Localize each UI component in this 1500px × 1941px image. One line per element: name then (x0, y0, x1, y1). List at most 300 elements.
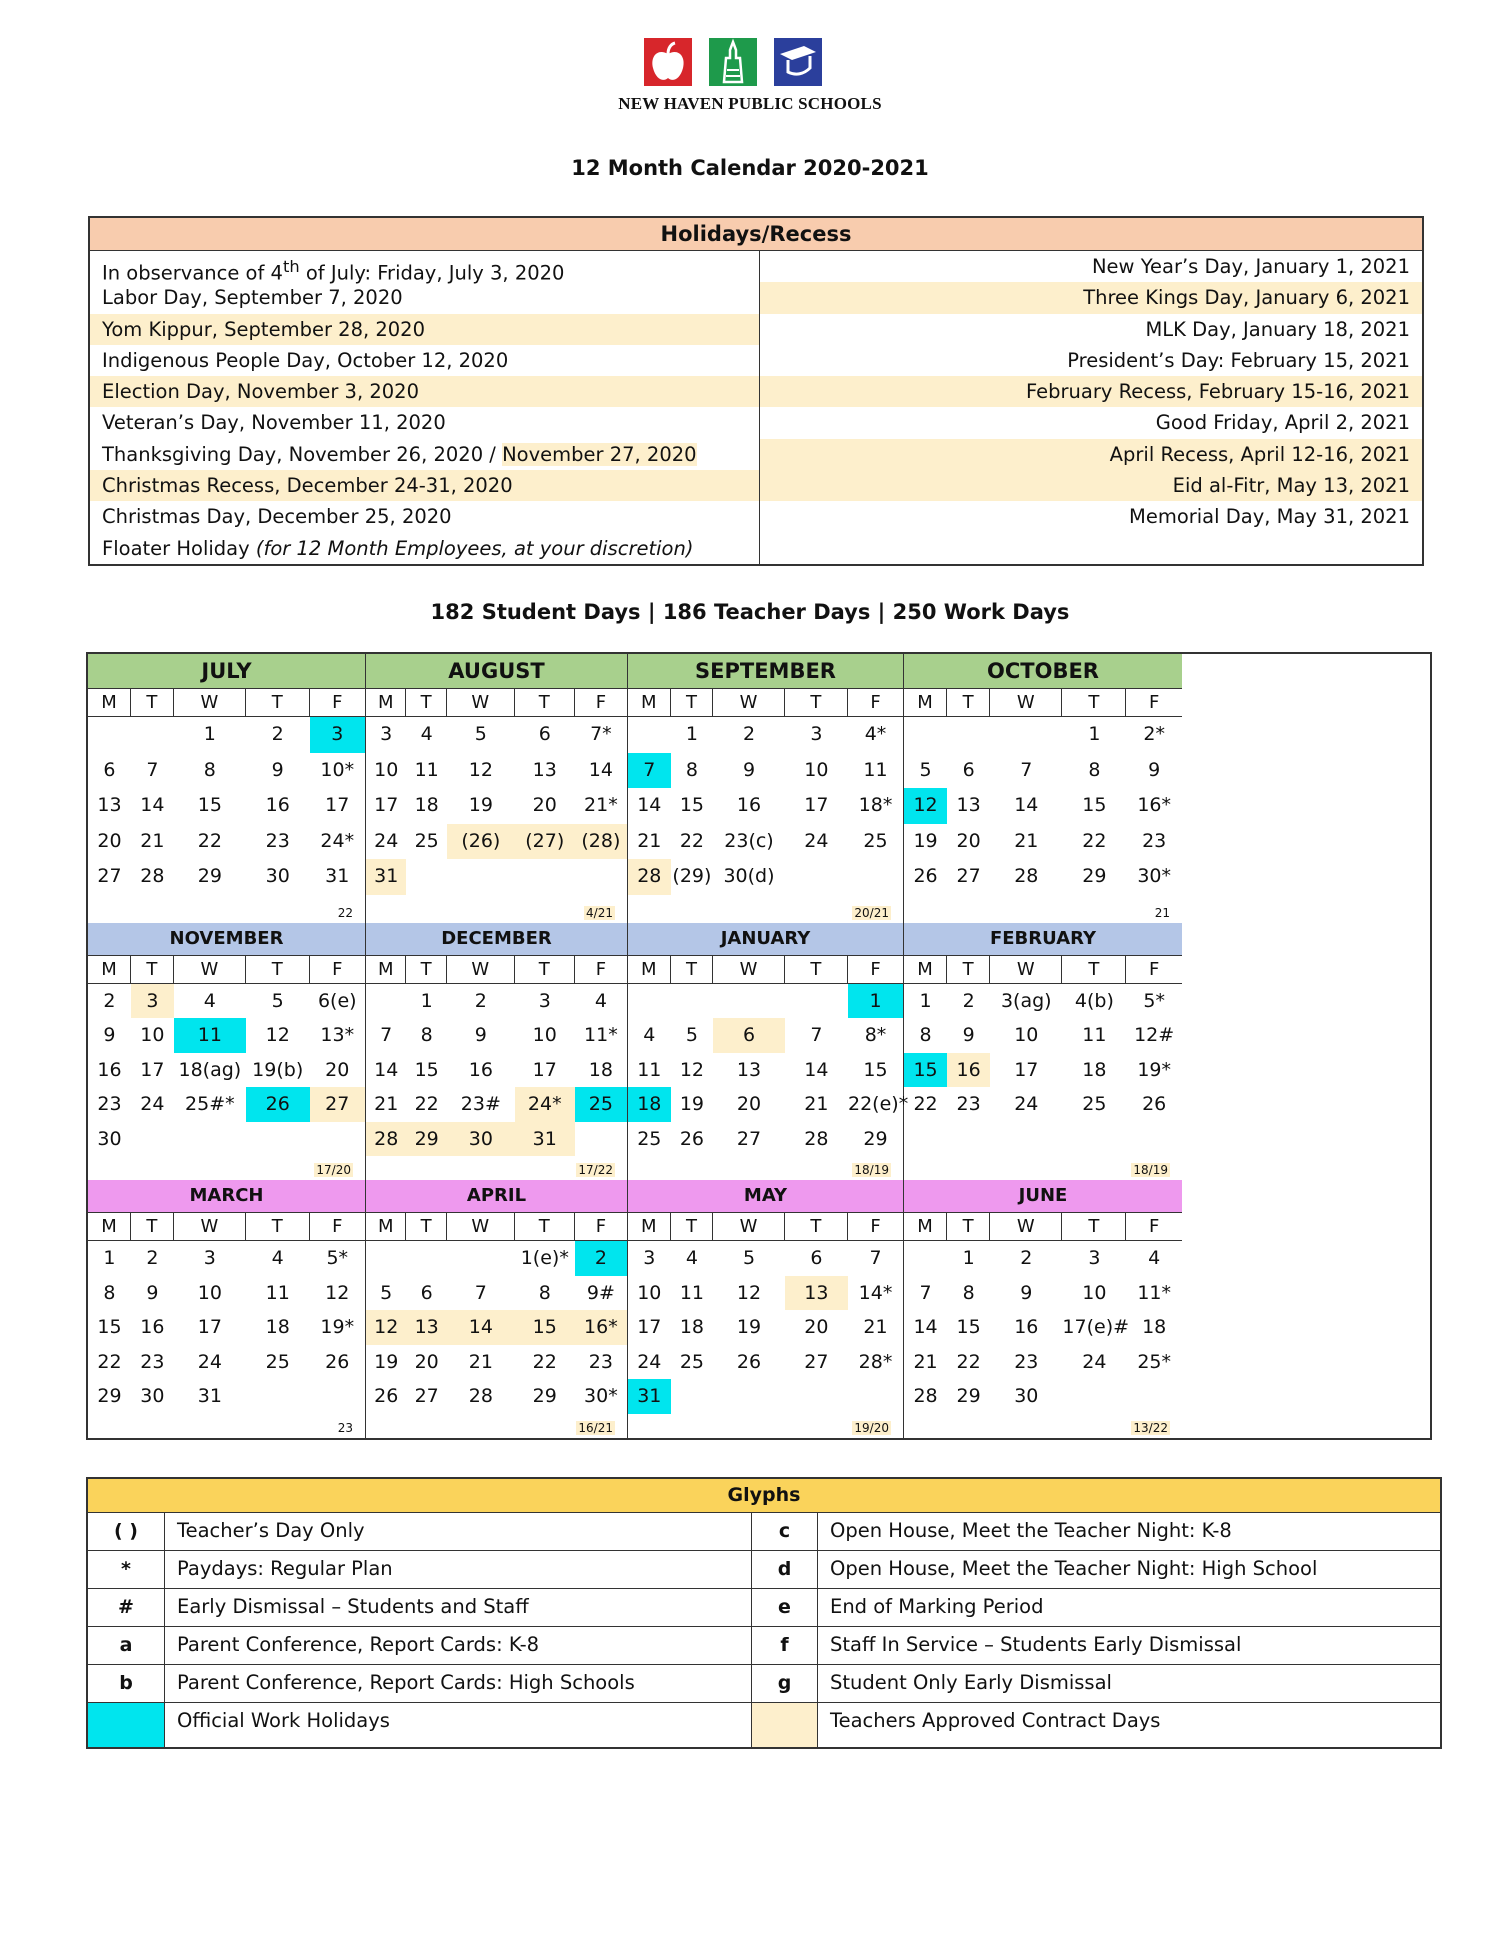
day-cell: 8* (864, 1024, 887, 1046)
day-cell: 14 (804, 1058, 829, 1081)
day-cell: 8 (1088, 758, 1101, 781)
week-row (904, 1087, 1182, 1122)
week-row (904, 1053, 1182, 1088)
week-row (628, 1087, 909, 1122)
day-cell (131, 717, 174, 753)
day-cell: 7 (474, 1281, 487, 1304)
day-cell: 28* (858, 1350, 893, 1373)
week-row (904, 1276, 1182, 1311)
day-cell: 13 (97, 794, 122, 816)
holiday-note: (for 12 Month Employees, at your discretion) (255, 536, 694, 560)
day-cell: 22 (197, 829, 222, 852)
day-cell: 15 (515, 1310, 575, 1345)
day-cell: 23 (1014, 1350, 1039, 1373)
day-cell: 17 (140, 1058, 165, 1081)
week-row (904, 1241, 1182, 1276)
day-cell: 3 (310, 717, 365, 753)
day-cell: 5 (742, 1247, 756, 1269)
week-row (88, 1053, 365, 1088)
day-cell: 26 (246, 1087, 310, 1122)
day-cell: 16 (736, 794, 762, 816)
holiday-row (760, 501, 1422, 532)
month-title: JULY (88, 654, 365, 689)
week-row (628, 824, 903, 860)
glyph-row (88, 1513, 1440, 1551)
day-cell: 20 (804, 1316, 829, 1338)
month-footer (88, 1414, 365, 1438)
weekday-label: M (904, 1213, 947, 1240)
week-row (366, 1241, 627, 1276)
day-cell: 25 (414, 829, 439, 852)
day-cell: 10 (804, 758, 829, 781)
day-cell: 3 (203, 1247, 216, 1269)
day-cell: 17 (637, 1316, 662, 1338)
day-cell: 9 (1148, 758, 1161, 781)
day-cell: 20 (325, 1058, 350, 1081)
glyph-description: Student Only Early Dismissal (830, 1671, 1112, 1694)
month-footer (904, 1156, 1182, 1180)
glyph-symbol: d (752, 1551, 818, 1588)
weekday-label: W (713, 1213, 785, 1240)
day-count: 17/22 (578, 1163, 613, 1177)
holiday-row (760, 376, 1422, 407)
day-cell: 22 (1082, 829, 1107, 852)
week-row (88, 859, 365, 895)
month-february (904, 923, 1182, 1181)
day-cell: 24* (320, 829, 355, 852)
day-cell (1062, 1379, 1126, 1414)
weekday-label: F (595, 1216, 607, 1237)
day-cell: 1 (420, 989, 433, 1012)
day-cell: 15 (956, 1316, 981, 1338)
weekday-label: M (904, 689, 947, 716)
day-cell: 12 (325, 1281, 350, 1304)
day-cell: 9 (1020, 1281, 1033, 1304)
glyph-description: Early Dismissal – Students and Staff (165, 1589, 752, 1626)
week-row (366, 788, 627, 824)
holiday-row (90, 345, 759, 376)
day-cell: 25 (637, 1127, 662, 1150)
week-row (628, 717, 903, 753)
weekday-header (904, 1213, 1182, 1241)
holiday-row (90, 533, 759, 564)
day-cell: 4(b) (1074, 989, 1114, 1012)
day-cell: 11 (637, 1058, 662, 1081)
day-cell: 29 (532, 1385, 557, 1407)
day-cell: 12 (366, 1310, 406, 1345)
day-cell (628, 717, 671, 753)
day-cell: 30 (447, 1122, 515, 1157)
day-cell: 13* (320, 1024, 355, 1046)
month-april (366, 1180, 628, 1438)
day-cell: 2 (962, 989, 975, 1012)
day-cell: 18 (628, 1087, 671, 1122)
day-cell: 1(e)* (520, 1247, 569, 1269)
day-cell: 19 (679, 1093, 705, 1115)
glyph-symbol: f (752, 1627, 818, 1664)
day-cell: 24 (374, 829, 399, 852)
glyph-symbol: b (88, 1665, 165, 1702)
day-cell (246, 1379, 310, 1414)
week-row (628, 1379, 903, 1414)
day-cell: 10 (1014, 1024, 1039, 1046)
holiday-text: Good Friday, April 2, 2021 (1155, 411, 1410, 435)
day-cell: 21 (1014, 829, 1039, 852)
glyph-row (88, 1551, 1440, 1589)
day-cell (947, 717, 990, 753)
day-cell: 17 (532, 1058, 557, 1081)
holiday-text: President’s Day: February 15, 2021 (1067, 348, 1410, 372)
day-cell (990, 717, 1062, 753)
day-cell: 22 (679, 829, 705, 852)
weekday-label: T (515, 956, 575, 983)
month-footer (88, 1156, 365, 1180)
day-cell: 16 (140, 1316, 165, 1338)
day-cell: 25 (1082, 1093, 1107, 1115)
weekday-header (88, 956, 365, 984)
day-count: 21 (1154, 905, 1170, 920)
holiday-text: Eid al-Fitr, May 13, 2021 (1172, 474, 1410, 498)
weekday-label: W (447, 1213, 515, 1240)
month-title: MAY (628, 1180, 903, 1213)
weekday-label: T (671, 1213, 714, 1240)
weekday-label: W (174, 956, 246, 983)
day-cell: 28 (628, 859, 671, 895)
weekday-label: F (1148, 1216, 1160, 1237)
day-cell: 29 (197, 865, 222, 887)
day-cell (628, 984, 671, 1019)
week-row (366, 1087, 627, 1122)
day-cell: 17 (804, 794, 829, 816)
glyph-row (88, 1627, 1440, 1665)
week-row (366, 824, 627, 860)
month-title: FEBRUARY (904, 923, 1182, 956)
day-cell: 6 (538, 723, 551, 745)
week-row (88, 788, 365, 824)
weekday-label: T (406, 689, 446, 716)
month-footer (88, 895, 365, 923)
day-cell: 22 (956, 1350, 981, 1373)
day-cell: 14 (1014, 794, 1039, 816)
day-cell: 11 (174, 1018, 246, 1053)
weekday-label: F (1148, 958, 1160, 980)
weekday-label: F (1148, 692, 1160, 713)
holiday-text: Thanksgiving Day, November 26, 2020 / (102, 442, 503, 466)
day-cell: 15 (863, 1058, 888, 1081)
day-cell: 30 (1014, 1385, 1039, 1407)
day-count: 20/21 (854, 905, 889, 920)
holiday-row (760, 407, 1422, 438)
glyph-row (88, 1589, 1440, 1627)
glyph-description: Open House, Meet the Teacher Night: K-8 (830, 1519, 1232, 1542)
day-cell (785, 1379, 848, 1414)
day-cell: 11 (1082, 1024, 1107, 1046)
day-cell: 24 (637, 1350, 662, 1373)
week-row (628, 1276, 903, 1311)
glyph-symbol: ( ) (88, 1513, 165, 1550)
day-cell: 2 (575, 1241, 627, 1276)
day-cell: 20 (532, 794, 557, 816)
day-cell: 30* (584, 1385, 618, 1407)
day-cell: 11 (414, 758, 439, 781)
weekday-label: F (870, 692, 881, 713)
holiday-text: Election Day, November 3, 2020 (102, 380, 419, 404)
weekday-label: T (406, 956, 446, 983)
day-cell: 22 (97, 1350, 122, 1373)
day-cell: 11 (265, 1281, 290, 1304)
day-cell: 28 (140, 865, 165, 887)
day-cell: 18 (265, 1316, 290, 1338)
holidays-right-column (760, 251, 1422, 564)
day-cell: (29) (672, 865, 712, 887)
month-footer (628, 895, 903, 923)
weekday-label: F (870, 958, 881, 980)
day-cell (310, 1122, 365, 1157)
day-cell: 5 (474, 723, 487, 745)
day-counts: 182 Student Days | 186 Teacher Days | 250 Work Days (430, 600, 1070, 624)
holiday-text: Christmas Day, December 25, 2020 (102, 505, 452, 529)
weekday-header (366, 1213, 627, 1241)
day-cell (1126, 1379, 1182, 1414)
weekday-header (904, 689, 1182, 717)
day-cell: 3 (131, 984, 174, 1019)
month-footer (366, 895, 627, 923)
day-cell: 31 (515, 1122, 575, 1157)
glyphs-rows (88, 1513, 1440, 1747)
day-cell: 7 (919, 1281, 932, 1304)
day-cell: 31 (628, 1379, 671, 1414)
day-cell: 24 (804, 829, 829, 852)
day-cell: 9 (962, 1024, 975, 1046)
glyph-description: Teacher’s Day Only (165, 1513, 752, 1550)
day-count: 18/19 (1133, 1163, 1168, 1177)
holiday-row (90, 376, 759, 407)
holiday-row (760, 282, 1422, 313)
day-cell: 6 (103, 758, 116, 781)
holiday-text: Indigenous People Day, October 12, 2020 (102, 348, 509, 372)
day-cell: 24 (140, 1093, 165, 1115)
week-row (88, 984, 365, 1019)
day-cell: 12 (265, 1024, 290, 1046)
day-cell: 16 (947, 1053, 990, 1088)
day-cell: 14 (374, 1058, 399, 1081)
day-cell: 30(d) (723, 865, 775, 887)
day-cell: 2 (146, 1247, 159, 1269)
day-cell (88, 717, 131, 753)
day-cell: 15 (1082, 794, 1107, 816)
weekday-header (628, 956, 903, 984)
day-cell: 28 (468, 1385, 493, 1407)
week-row (88, 1310, 365, 1345)
day-cell: 27 (310, 1087, 365, 1122)
calendar-row (86, 1180, 1432, 1440)
day-cell: 13 (736, 1058, 762, 1081)
glyphs-legend (86, 1477, 1442, 1749)
day-cell: 8 (103, 1281, 116, 1304)
day-cell: 1 (848, 984, 903, 1019)
day-count: 19/20 (854, 1420, 889, 1435)
day-count: 13/22 (1133, 1420, 1168, 1435)
day-cell (848, 1379, 903, 1414)
holiday-row (90, 251, 759, 285)
day-cell: 24 (197, 1350, 222, 1373)
weekday-label: T (785, 1213, 848, 1240)
weekday-label: W (713, 956, 785, 983)
holiday-text: February Recess, February 15-16, 2021 (1025, 380, 1410, 404)
day-cell: 12 (904, 788, 947, 824)
weekday-label: T (785, 689, 848, 716)
weekday-label: F (870, 1216, 881, 1237)
day-cell: 18 (414, 794, 439, 816)
holiday-text: Veteran’s Day, November 11, 2020 (102, 411, 446, 435)
week-row (366, 1310, 627, 1345)
day-cell: 22 (913, 1093, 938, 1115)
month-title: APRIL (366, 1180, 627, 1213)
week-row (628, 788, 903, 824)
day-cell: 5 (271, 989, 284, 1012)
day-cell: 5* (1143, 989, 1165, 1012)
weekday-label: T (515, 689, 575, 716)
holiday-text: MLK Day, January 18, 2021 (1145, 317, 1410, 341)
holiday-text: Labor Day, September 7, 2020 (102, 286, 403, 310)
day-cell: 19 (468, 794, 493, 816)
holiday-text: Floater Holiday (102, 536, 256, 560)
day-cell: 29 (956, 1385, 981, 1407)
week-row (366, 753, 627, 789)
day-cell: 30* (1137, 865, 1171, 887)
day-cell: (26) (447, 824, 515, 860)
day-cell: 28 (366, 1122, 406, 1157)
day-cell: 5 (919, 758, 932, 781)
weekday-header (628, 689, 903, 717)
day-cell: 15 (679, 794, 705, 816)
day-cell: 8 (919, 1024, 932, 1046)
weekday-label: T (785, 956, 848, 983)
day-cell: 9 (146, 1281, 159, 1304)
holiday-swatch (88, 1703, 165, 1747)
page-title: 12 Month Calendar 2020-2021 (571, 156, 929, 180)
day-cell: 6 (810, 1247, 823, 1269)
week-row (366, 1276, 627, 1311)
day-cell (713, 984, 785, 1019)
weekday-label: T (671, 689, 714, 716)
day-cell: 29 (406, 1122, 446, 1157)
day-cell: 18* (858, 794, 893, 816)
day-cell: 27 (956, 865, 981, 887)
day-cell: 26 (736, 1350, 762, 1373)
day-cell (848, 859, 903, 895)
weekday-label: W (990, 956, 1062, 983)
holiday-text: Memorial Day, May 31, 2021 (1129, 505, 1410, 529)
day-cell: 1 (1088, 723, 1101, 745)
holidays-header: Holidays/Recess (90, 218, 1422, 251)
week-row (628, 1310, 903, 1345)
day-cell: 25 (265, 1350, 290, 1373)
week-row (628, 1122, 903, 1157)
day-cell: 25 (575, 1087, 627, 1122)
day-cell: 2* (1143, 723, 1165, 745)
week-row (904, 824, 1182, 860)
weekday-label: F (595, 958, 607, 980)
day-cell: 13 (406, 1310, 446, 1345)
month-july (88, 654, 366, 923)
day-cell: 14 (447, 1310, 515, 1345)
week-row (904, 859, 1182, 895)
weekday-label: T (515, 1213, 575, 1240)
week-row (628, 1241, 903, 1276)
weekday-header (366, 689, 627, 717)
calendar-grid (86, 652, 1432, 1440)
weekday-label: F (595, 692, 607, 713)
day-cell: 4 (1148, 1247, 1161, 1269)
holiday-text-rest: of July: Friday, July 3, 2020 (299, 261, 565, 285)
weekday-label: W (713, 689, 785, 716)
glyph-symbol: e (752, 1589, 818, 1626)
week-row (904, 1018, 1182, 1053)
weekday-label: F (332, 958, 343, 980)
day-cell: 27 (414, 1385, 439, 1407)
day-cell: 17 (197, 1316, 222, 1338)
glyph-symbol: * (88, 1551, 165, 1588)
weekday-label: F (332, 1216, 343, 1237)
holiday-row (760, 251, 1422, 282)
day-cell: (27) (515, 824, 575, 860)
day-cell: 3 (1088, 1247, 1101, 1269)
day-cell: 6 (962, 758, 975, 781)
month-footer (366, 1414, 627, 1438)
holiday-text: In observance of 4 (102, 261, 283, 285)
day-cell (1062, 1122, 1126, 1157)
day-cell: 9 (474, 1024, 487, 1046)
day-cell: 27 (97, 865, 122, 887)
day-cell: 15 (97, 1316, 122, 1338)
month-december (366, 923, 628, 1181)
week-row (88, 717, 365, 753)
day-cell: 21* (584, 794, 618, 816)
day-cell (990, 1122, 1062, 1157)
month-title: DECEMBER (366, 923, 627, 956)
week-row (88, 1379, 365, 1414)
week-row (366, 859, 627, 895)
day-cell: 9 (742, 758, 756, 781)
month-title: NOVEMBER (88, 923, 365, 956)
day-cell: 2 (103, 989, 116, 1012)
holiday-text: Christmas Recess, December 24-31, 2020 (102, 474, 513, 498)
day-cell: 30 (265, 865, 290, 887)
week-row (628, 1053, 903, 1088)
weekday-label: M (628, 956, 671, 983)
week-row (628, 859, 903, 895)
holiday-row (760, 345, 1422, 376)
week-row (88, 1018, 365, 1053)
day-cell: 23 (588, 1350, 613, 1373)
day-cell: 12# (1134, 1024, 1175, 1046)
glyph-row (88, 1665, 1440, 1703)
day-cell: 19 (374, 1350, 399, 1373)
day-cell: 10 (197, 1281, 222, 1304)
day-cell: 7 (146, 758, 159, 781)
day-cell: 22 (414, 1093, 439, 1115)
weekday-label: M (366, 689, 406, 716)
day-cell: 8 (538, 1281, 551, 1304)
weekday-label: M (904, 956, 947, 983)
day-cell: 24* (515, 1087, 575, 1122)
holiday-row (90, 470, 759, 501)
holiday-superscript: th (282, 257, 300, 276)
week-row (628, 753, 903, 789)
day-cell: 4 (203, 989, 216, 1012)
day-cell: 20 (956, 829, 981, 852)
